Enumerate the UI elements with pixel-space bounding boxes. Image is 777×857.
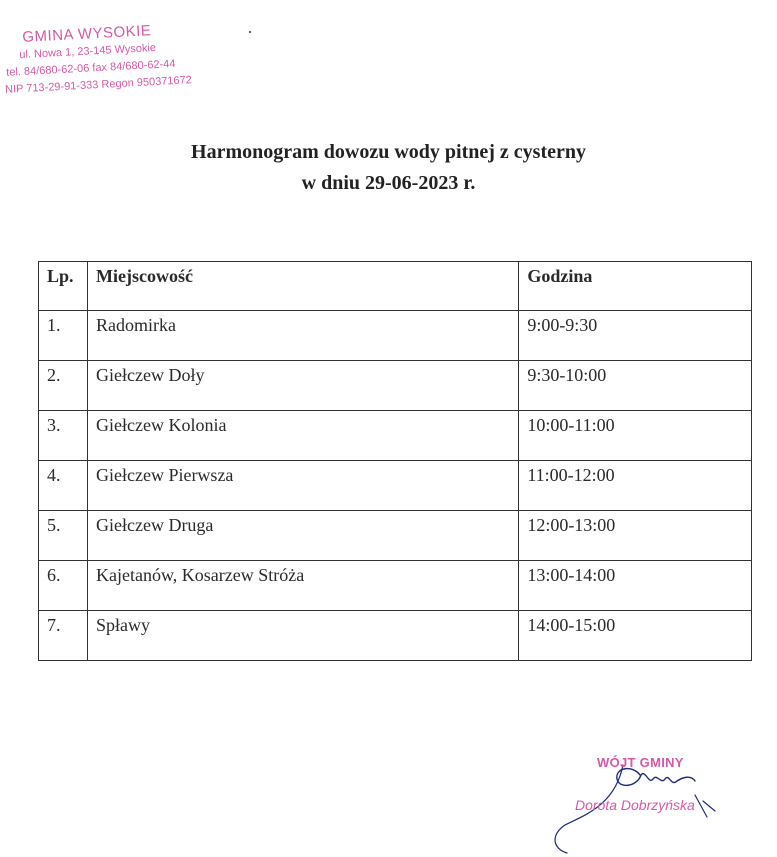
table-row [39, 561, 752, 611]
cell-time: 14:00-15:00 [519, 611, 752, 661]
table-row [39, 361, 752, 411]
document-title [0, 137, 777, 199]
cell-place: Giełczew Pierwsza [87, 461, 518, 511]
cell-place: Giełczew Kolonia [87, 411, 518, 461]
cell-place: Kajetanów, Kosarzew Stróża [87, 561, 518, 611]
cell-time: 9:30-10:00 [519, 361, 752, 411]
stamp-phone: tel. 84/680-62-06 fax 84/680-62-44 [5, 57, 176, 79]
cell-time: 11:00-12:00 [519, 461, 752, 511]
cell-place: Radomirka [87, 311, 518, 361]
official-stamp [2, 19, 212, 96]
cell-lp: 6. [39, 561, 88, 611]
cell-place: Giełczew Doły [87, 361, 518, 411]
cell-time: 9:00-9:30 [519, 311, 752, 361]
header-lp: Lp. [39, 262, 88, 311]
stamp-title: GMINA WYSOKIE [21, 22, 152, 46]
schedule-table [38, 261, 752, 661]
table-header-row [39, 262, 752, 311]
signature-role: WÓJT GMINY [597, 755, 684, 770]
table-row [39, 411, 752, 461]
table-row [39, 511, 752, 561]
signature-name: Dorota Dobrzyńska [575, 797, 695, 813]
table-row [39, 461, 752, 511]
document-title-line2: w dniu 29-06-2023 r. [301, 172, 476, 194]
header-place: Miejscowość [87, 262, 518, 311]
cell-lp: 7. [39, 611, 88, 661]
cell-time: 10:00-11:00 [519, 411, 752, 461]
stamp-address: ul. Nowa 1, 23-145 Wysokie [19, 41, 157, 62]
cell-lp: 5. [39, 511, 88, 561]
cell-lp: 4. [39, 461, 88, 511]
cell-place: Spławy [87, 611, 518, 661]
header-time: Godzina [519, 262, 752, 311]
cell-place: Giełczew Druga [87, 511, 518, 561]
cell-lp: 2. [39, 361, 88, 411]
signature-block [545, 745, 765, 857]
cell-time: 13:00-14:00 [519, 561, 752, 611]
document-title-line1: Harmonogram dowozu wody pitnej z cysterny [191, 141, 586, 163]
scan-speck [249, 31, 251, 33]
cell-time: 12:00-13:00 [519, 511, 752, 561]
stamp-ids: NIP 713-29-91-333 Regon 950371672 [4, 74, 193, 96]
table-row [39, 611, 752, 661]
cell-lp: 3. [39, 411, 88, 461]
cell-lp: 1. [39, 311, 88, 361]
table-row [39, 311, 752, 361]
